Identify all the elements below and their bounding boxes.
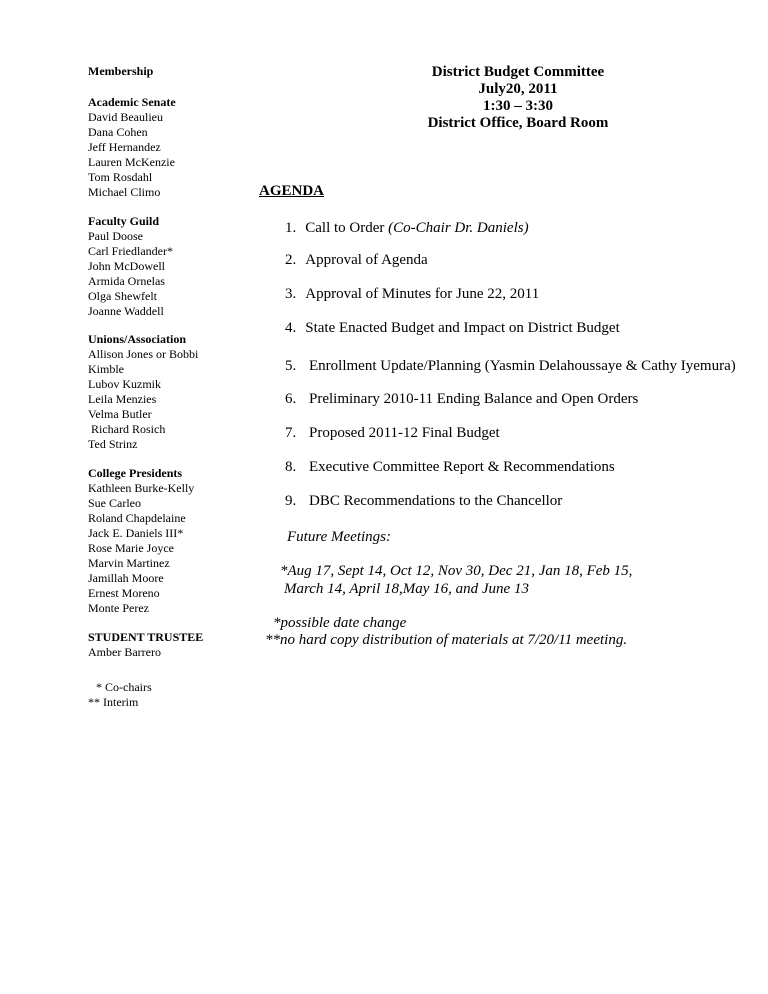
future-meetings-heading: Future Meetings: [287, 529, 391, 545]
agenda-item [285, 391, 638, 408]
member-name: Sue Carleo [88, 496, 141, 510]
group-faculty-guild [88, 214, 248, 319]
agenda-item [285, 425, 500, 442]
member-name: Kimble [88, 362, 124, 376]
member-name: Jamillah Moore [88, 571, 164, 585]
member-name: Jeff Hernandez [88, 140, 161, 154]
agenda-item-number: 3. [285, 286, 297, 302]
agenda-item-number: 7. [285, 425, 297, 441]
agenda-item [285, 286, 539, 303]
member-name: Dana Cohen [88, 125, 148, 139]
agenda-item [285, 459, 615, 476]
member-name: Paul Doose [88, 229, 143, 243]
agenda-item-number: 2. [285, 252, 297, 268]
agenda-item [285, 358, 736, 375]
agenda-item-number: 1. [285, 220, 297, 236]
member-name: Ernest Moreno [88, 586, 160, 600]
meeting-time: 1:30 – 3:30 [483, 98, 553, 114]
meeting-header [378, 64, 658, 132]
member-name: Carl Friedlander* [88, 244, 173, 258]
member-name: Armida Ornelas [88, 274, 165, 288]
agenda-item-text: Preliminary 2010-11 Ending Balance and Open Orders [305, 391, 639, 407]
member-name: John McDowell [88, 259, 165, 273]
group-heading: Faculty Guild [88, 214, 160, 228]
member-name: Joanne Waddell [88, 304, 164, 318]
member-name: Richard Rosich [88, 422, 166, 436]
agenda-item-text: DBC Recommendations to the Chancellor [305, 493, 563, 509]
group-heading: Unions/Association [88, 332, 187, 346]
agenda-item-number: 5. [285, 358, 297, 374]
member-name: Michael Climo [88, 185, 161, 199]
agenda-item-note: (Co-Chair Dr. Daniels) [388, 220, 529, 236]
group-heading: College Presidents [88, 466, 183, 480]
footnote-interim: ** Interim [88, 695, 139, 709]
group-student-trustee [88, 630, 248, 660]
meeting-date: July20, 2011 [478, 81, 558, 97]
agenda-item-number: 6. [285, 391, 297, 407]
footnote-co-chairs: * Co-chairs [96, 680, 152, 694]
agenda-item-text: Approval of Agenda [305, 252, 428, 268]
agenda-item [285, 320, 620, 337]
member-name: Amber Barrero [88, 645, 161, 659]
member-name: Ted Strinz [88, 437, 138, 451]
member-name: Lubov Kuzmik [88, 377, 161, 391]
agenda-item-text: Approval of Minutes for June 22, 2011 [305, 286, 540, 302]
member-name: Marvin Martinez [88, 556, 170, 570]
no-hard-copy-note: **no hard copy distribution of materials at 7/20/11 meeting. [265, 632, 628, 648]
member-name: Lauren McKenzie [88, 155, 175, 169]
member-name: David Beaulieu [88, 110, 163, 124]
member-name: Olga Shewfelt [88, 289, 157, 303]
member-name: Roland Chapdelaine [88, 511, 186, 525]
agenda-item-number: 4. [285, 320, 297, 336]
group-unions-association [88, 332, 248, 452]
agenda-item-text: Call to Order [305, 220, 389, 236]
agenda-item [285, 220, 529, 237]
future-dates-line2: March 14, April 18,May 16, and June 13 [284, 581, 529, 597]
agenda-item-text: Executive Committee Report & Recommendations [305, 459, 615, 475]
agenda-item-text: State Enacted Budget and Impact on District Budget [305, 320, 620, 336]
membership-heading: Membership [88, 64, 154, 78]
group-heading: Academic Senate [88, 95, 176, 109]
agenda-item-number: 8. [285, 459, 297, 475]
group-academic-senate [88, 95, 248, 200]
group-college-presidents [88, 466, 248, 616]
group-heading: STUDENT TRUSTEE [88, 630, 204, 644]
agenda-item-text: Proposed 2011-12 Final Budget [305, 425, 500, 441]
date-change-note: *possible date change [273, 615, 407, 631]
membership-sidebar [88, 64, 248, 710]
member-name: Tom Rosdahl [88, 170, 153, 184]
member-name: Rose Marie Joyce [88, 541, 174, 555]
agenda-title: AGENDA [259, 183, 325, 199]
agenda-item-number: 9. [285, 493, 297, 509]
future-dates-line1: *Aug 17, Sept 14, Oct 12, Nov 30, Dec 21, Jan 18, Feb 15, [280, 563, 633, 579]
agenda-item-text: Enrollment Update/Planning (Yasmin Delahoussaye & Cathy Iyemura) [305, 358, 736, 374]
member-name: Allison Jones or Bobbi [88, 347, 199, 361]
member-name: Jack E. Daniels III* [88, 526, 184, 540]
member-name: Velma Butler [88, 407, 152, 421]
agenda-item [285, 493, 562, 510]
member-name: Leila Menzies [88, 392, 157, 406]
agenda-item [285, 252, 428, 269]
member-name: Kathleen Burke-Kelly [88, 481, 195, 495]
meeting-location: District Office, Board Room [427, 115, 609, 131]
committee-name: District Budget Committee [431, 64, 605, 80]
member-name: Monte Perez [88, 601, 149, 615]
